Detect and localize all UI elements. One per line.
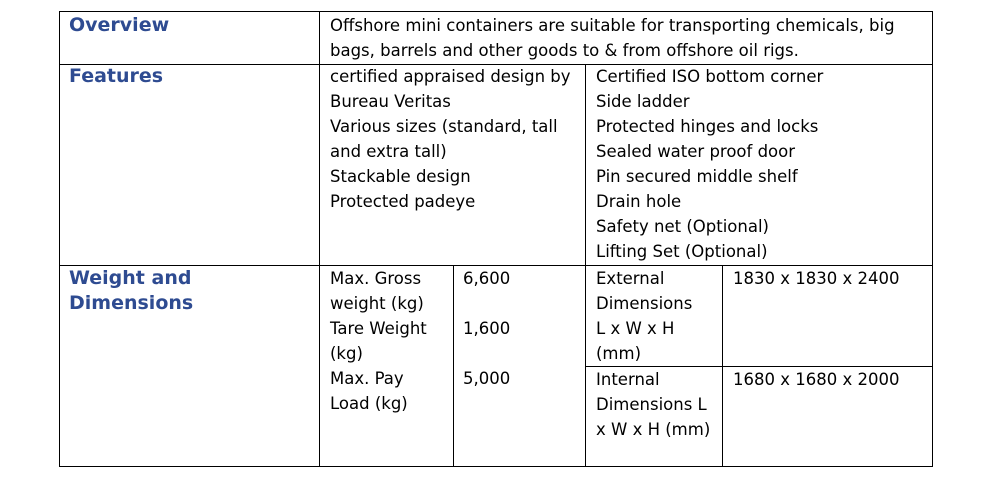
heading-line: Dimensions [69, 292, 194, 314]
label-line: External [596, 269, 665, 288]
weight-dimensions-heading [69, 266, 193, 316]
label-line: Max. Gross [330, 269, 422, 288]
feature-item: Bureau Veritas [330, 92, 451, 111]
label-line: weight (kg) [330, 294, 424, 313]
tare-weight-label [330, 316, 427, 366]
feature-item: Lifting Set (Optional) [596, 242, 768, 261]
label-line: Load (kg) [330, 394, 408, 413]
label-line: Dimensions [596, 294, 693, 313]
max-gross-weight-value: 6,600 [463, 269, 511, 288]
feature-item: Safety net (Optional) [596, 217, 769, 236]
max-pay-load-label [330, 366, 408, 416]
overview-text-line: bags, barrels and other goods to & from offshore oil rigs. [330, 41, 799, 60]
feature-item: Pin secured middle shelf [596, 167, 798, 186]
internal-dimensions-value: 1680 x 1680 x 2000 [733, 370, 900, 389]
label-line: Max. Pay [330, 369, 404, 388]
feature-item: Side ladder [596, 92, 690, 111]
max-gross-weight-label [330, 266, 424, 316]
feature-item: certified appraised design by [330, 67, 571, 86]
feature-item: Various sizes (standard, tall [330, 117, 558, 136]
external-dimensions-value: 1830 x 1830 x 2400 [733, 269, 900, 288]
max-pay-load-value: 5,000 [463, 369, 511, 388]
feature-item: Protected padeye [330, 192, 476, 211]
label-line: Tare Weight [330, 319, 427, 338]
label-line: (mm) [596, 344, 642, 363]
label-line: L x W x H [596, 319, 675, 338]
overview-heading: Overview [69, 14, 170, 36]
feature-item: Stackable design [330, 167, 471, 186]
feature-item: Protected hinges and locks [596, 117, 819, 136]
feature-item: and extra tall) [330, 142, 447, 161]
label-line: x W x H (mm) [596, 420, 711, 439]
features-list-left [330, 64, 571, 214]
label-line: Internal [596, 370, 660, 389]
overview-text-line: Offshore mini containers are suitable for transporting chemicals, big [330, 16, 895, 35]
overview-text [330, 13, 895, 63]
tare-weight-value: 1,600 [463, 319, 511, 338]
feature-item: Certified ISO bottom corner [596, 67, 824, 86]
heading-line: Weight and [69, 267, 192, 289]
features-heading: Features [69, 65, 164, 87]
feature-item: Drain hole [596, 192, 682, 211]
label-line: Dimensions L [596, 395, 707, 414]
feature-item: Sealed water proof door [596, 142, 796, 161]
external-dimensions-label [596, 266, 692, 366]
features-list-right [596, 64, 823, 264]
label-line: (kg) [330, 344, 363, 363]
internal-dimensions-label [596, 367, 710, 442]
